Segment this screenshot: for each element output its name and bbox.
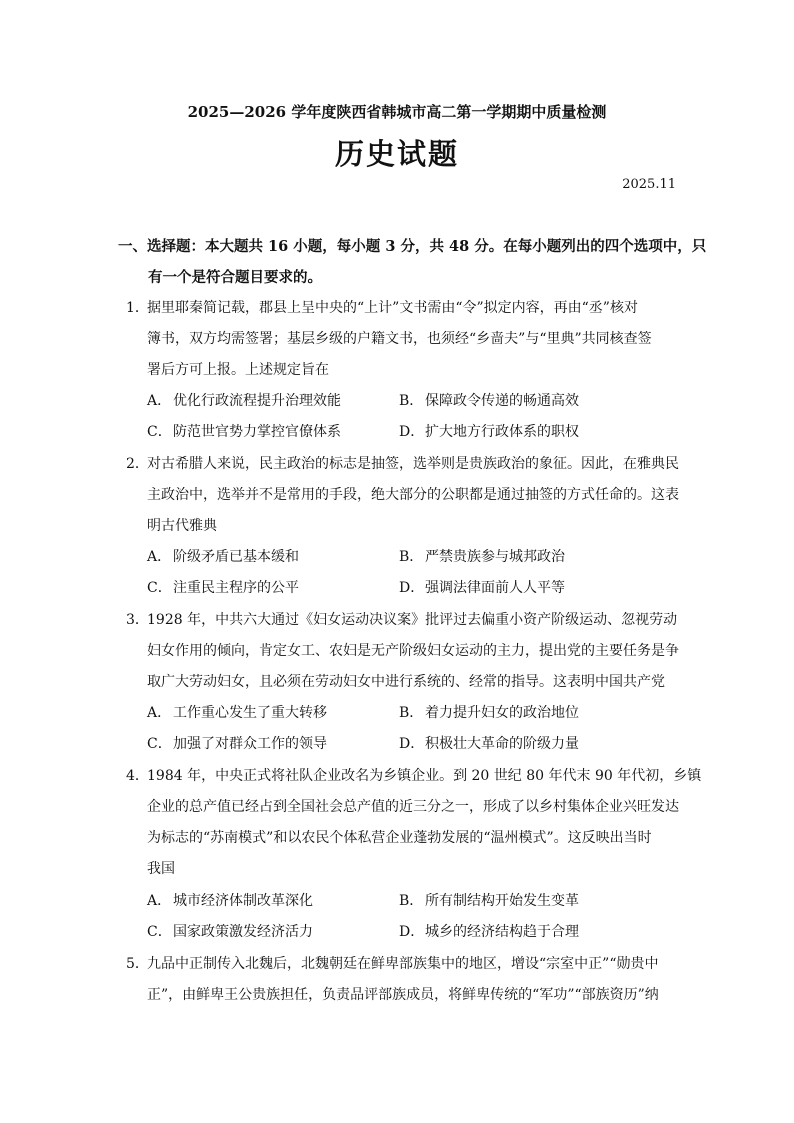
- question-text-line: 1984 年，中央正式将社队企业改名为乡镇企业。到 20 世纪 80 年代末 90 年代初，乡镇: [147, 768, 702, 784]
- option-c: C．防范世官势力掌控官僚体系: [147, 424, 341, 440]
- option-d: D．强调法律面前人人平等: [399, 580, 565, 596]
- option-c: C．加强了对群众工作的领导: [147, 736, 327, 752]
- option-a: A． 阶级矛盾已基本缓和: [147, 549, 299, 565]
- question-text-line: 明古代雅典: [147, 518, 217, 534]
- option-a: A． 工作重心发生了重大转移: [147, 705, 327, 721]
- option-b: B． 保障政令传递的畅通高效: [399, 393, 579, 409]
- question-text-line: 企业的总产值已经占到全国社会总产值的近三分之一，形成了以乡村集体企业兴旺发达: [147, 799, 679, 815]
- question-number: 3．: [126, 612, 149, 628]
- option-a: A． 优化行政流程提升治理效能: [147, 393, 341, 409]
- option-c: C．国家政策激发经济活力: [147, 924, 313, 940]
- question-number: 2．: [126, 456, 149, 472]
- question-text-line: 对古希腊人来说，民主政治的标志是抽签，选举则是贵族政治的象征。因此，在雅典民: [147, 456, 679, 472]
- question-text-line: 我国: [147, 861, 175, 877]
- question-text-line: 据里耶秦简记载，郡县上呈中央的“上计”文书需由“令”拟定内容，再由“丞”核对: [147, 300, 638, 316]
- option-b: B． 严禁贵族参与城邦政治: [399, 549, 565, 565]
- question-3-options: [147, 698, 687, 760]
- option-d: D．城乡的经济结构趋于合理: [399, 924, 579, 940]
- question-text-line: 署后方可上报。上述规定旨在: [147, 362, 329, 378]
- question-4-options: [147, 886, 687, 948]
- section-instructions: [118, 231, 707, 293]
- option-d: D．扩大地方行政体系的职权: [399, 424, 579, 440]
- question-number: 5．: [126, 956, 149, 972]
- section-instructions-line-1: 一、选择题：本大题共 16 小题，每小题 3 分，共 48 分。在每小题列出的四个选项中，只: [118, 238, 707, 255]
- question-text-line: 妇女作用的倾向，肯定女工、农妇是无产阶级妇女运动的主力，提出党的主要任务是争: [147, 643, 679, 659]
- question-5: [126, 949, 681, 1011]
- question-1: [126, 293, 681, 386]
- option-b: B． 所有制结构开始发生变革: [399, 893, 579, 909]
- question-2: [126, 449, 681, 542]
- option-a: A． 城市经济体制改革深化: [147, 893, 313, 909]
- exam-header: 2025—2026 学年度陕西省韩城市高二第一学期期中质量检测: [187, 103, 607, 121]
- question-text-line: 正”，由鲜卑王公贵族担任，负责品评部族成员，将鲜卑传统的“军功”“部族资历”纳: [147, 987, 659, 1003]
- question-number: 4．: [126, 768, 149, 784]
- subject-title: 历史试题: [334, 137, 459, 171]
- option-d: D．积极壮大革命的阶级力量: [399, 736, 579, 752]
- exam-date: 2025.11: [622, 177, 676, 192]
- option-c: C．注重民主程序的公平: [147, 580, 299, 596]
- option-b: B． 着力提升妇女的政治地位: [399, 705, 579, 721]
- question-text-line: 为标志的“苏南模式”和以农民个体私营企业蓬勃发展的“温州模式”。这反映出当时: [147, 830, 652, 846]
- question-1-options: [147, 386, 687, 448]
- question-3: [126, 605, 681, 698]
- section-instructions-line-2: 有一个是符合题目要求的。: [148, 269, 322, 286]
- question-text-line: 1928 年，中共六大通过《妇女运动决议案》批评过去偏重小资产阶级运动、忽视劳动: [147, 612, 678, 628]
- question-text-line: 簿书，双方均需签署；基层乡级的户籍文书，也须经“乡啬夫”与“里典”共同核查签: [147, 331, 652, 347]
- question-text-line: 主政治中，选举并不是常用的手段，绝大部分的公职都是通过抽签的方式任命的。这表: [147, 487, 679, 503]
- question-text-line: 九品中正制传入北魏后，北魏朝廷在鲜卑部族集中的地区，增设“宗室中正”“勋贵中: [147, 956, 659, 972]
- question-2-options: [147, 542, 687, 604]
- question-number: 1．: [126, 300, 149, 316]
- question-text-line: 取广大劳动妇女，且必须在劳动妇女中进行系统的、经常的指导。这表明中国共产党: [147, 674, 665, 690]
- question-4: [126, 761, 702, 885]
